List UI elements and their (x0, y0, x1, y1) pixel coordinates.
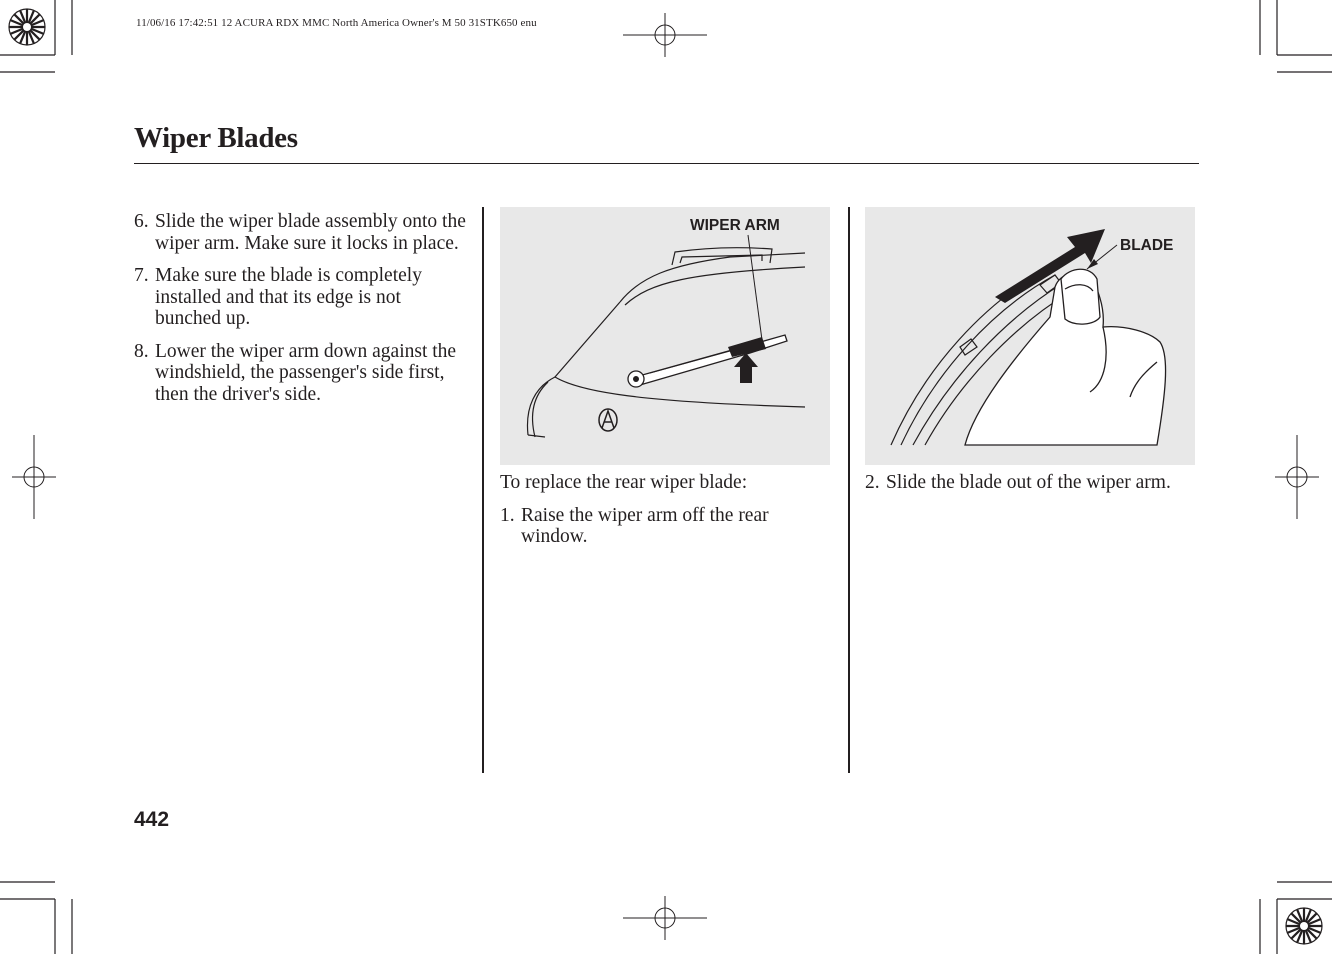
steps-list (500, 505, 830, 548)
figure-label-blade: BLADE (1120, 237, 1174, 254)
rear-hatch-drawing (500, 207, 830, 465)
column-divider-left (482, 207, 484, 773)
wiper-arm-icon (628, 335, 787, 387)
step-text: Lower the wiper arm down against the windshield, the passenger's side first, then the driver's side. (155, 340, 457, 405)
column-divider-right (848, 207, 850, 773)
title-rule (134, 163, 1199, 164)
step-number: 2. (865, 472, 880, 493)
right-column (865, 472, 1195, 505)
step-text: Raise the wiper arm off the rear window. (521, 504, 769, 547)
list-item (500, 505, 830, 548)
steps-list (134, 211, 470, 405)
step-number: 7. (134, 265, 149, 286)
step-number: 6. (134, 211, 149, 232)
step-text: Slide the wiper blade assembly onto the wiper arm. Make sure it locks in place. (155, 211, 466, 254)
list-item (134, 341, 470, 406)
blade-removal-illustration (865, 207, 1195, 465)
hand-icon (965, 269, 1166, 445)
starburst-mark-bottom-right (1286, 908, 1322, 944)
list-item (865, 472, 1195, 494)
middle-column (500, 472, 830, 559)
acura-emblem-icon (599, 409, 617, 431)
step-number: 1. (500, 504, 515, 526)
left-column (134, 211, 470, 416)
page-title: Wiper Blades (134, 122, 298, 154)
section-intro: To replace the rear wiper blade: (500, 472, 748, 493)
print-metadata: 11/06/16 17:42:51 12 ACURA RDX MMC North America Owner's M 50 31STK650 enu (136, 17, 537, 29)
lift-arrow-icon (734, 353, 758, 383)
step-number: 8. (134, 340, 149, 362)
page-number: 442 (134, 808, 170, 831)
step-text: Slide the blade out of the wiper arm. (886, 472, 1171, 493)
list-item (134, 211, 470, 254)
figure-label-wiper-arm: WIPER ARM (690, 217, 780, 234)
starburst-mark-top-left (9, 9, 45, 45)
step-text: Make sure the blade is completely installed and that its edge is not bunched up. (155, 265, 422, 329)
list-item (134, 265, 470, 330)
steps-list (865, 472, 1195, 494)
rear-wiper-illustration (500, 207, 830, 465)
